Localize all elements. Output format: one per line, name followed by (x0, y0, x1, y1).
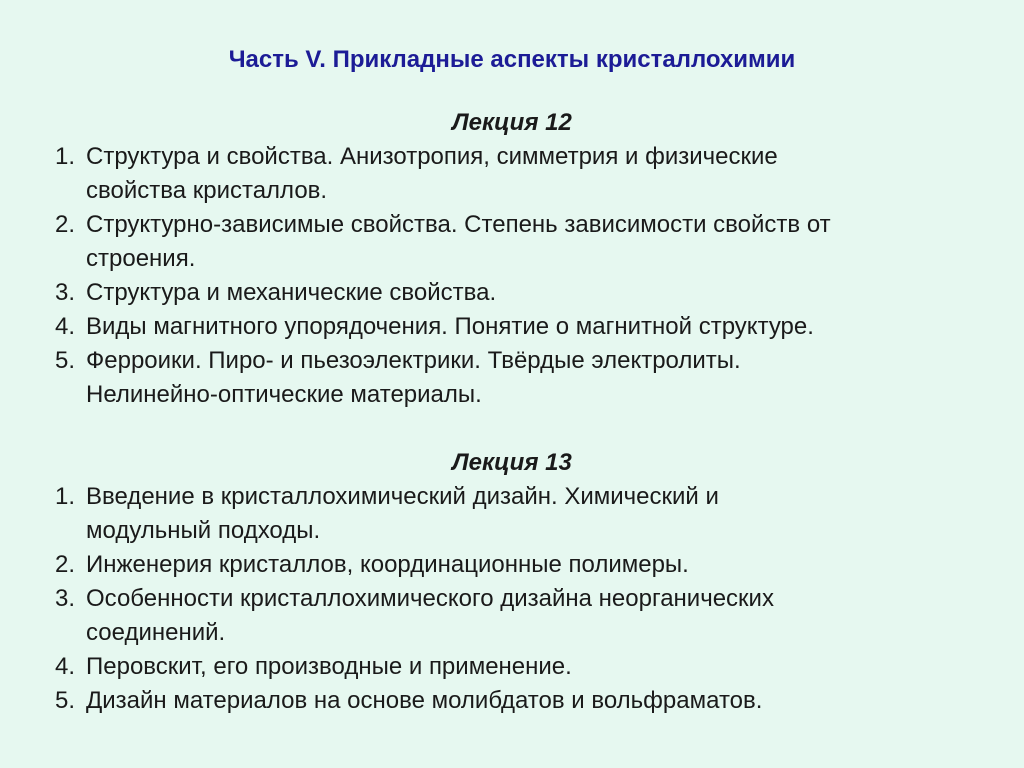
topic-list (0, 140, 1024, 412)
topic-number: 2. (55, 211, 76, 238)
topic-number: 1. (55, 483, 76, 510)
topic-text-line: Ферроики. Пиро- и пьезоэлектрики. Твёрдые электролиты. (86, 347, 741, 374)
topic-item (0, 140, 1024, 208)
topic-number: 5. (55, 687, 76, 714)
topic-number: 4. (55, 653, 76, 680)
topic-item (0, 650, 1024, 684)
topic-item (0, 208, 1024, 276)
topic-number: 3. (55, 585, 76, 612)
topic-text-line: Структура и свойства. Анизотропия, симметрия и физические (86, 143, 778, 170)
topic-text-line: Виды магнитного упорядочения. Понятие о магнитной структуре. (86, 313, 814, 340)
part-title: Часть V. Прикладные аспекты кристаллохимии (228, 46, 796, 73)
topic-text-line: Инженерия кристаллов, координационные полимеры. (86, 551, 689, 578)
topic-item (0, 582, 1024, 650)
topic-number: 5. (55, 347, 76, 374)
topic-text-line: Особенности кристаллохимического дизайна неорганических (86, 585, 774, 612)
topic-text-line: соединений. (86, 619, 226, 646)
topic-text-line: Нелинейно-оптические материалы. (86, 381, 482, 408)
topic-text-line: свойства кристаллов. (86, 177, 328, 204)
lecture-13-section (0, 446, 1024, 718)
topic-item (0, 548, 1024, 582)
topic-item (0, 276, 1024, 310)
topic-text-line: Перовскит, его производные и применение. (86, 653, 572, 680)
lecture-heading: Лекция 13 (452, 449, 572, 476)
topic-item (0, 684, 1024, 718)
topic-list (0, 480, 1024, 718)
topic-number: 3. (55, 279, 76, 306)
topic-text-line: Дизайн материалов на основе молибдатов и вольфраматов. (86, 687, 763, 714)
topic-number: 1. (55, 143, 76, 170)
lecture-12-section (0, 106, 1024, 412)
topic-number: 4. (55, 313, 76, 340)
topic-number: 2. (55, 551, 76, 578)
topic-item (0, 310, 1024, 344)
lecture-heading: Лекция 12 (452, 109, 572, 136)
topic-text-line: Структурно-зависимые свойства. Степень зависимости свойств от (86, 211, 831, 238)
topic-text-line: строения. (86, 245, 196, 272)
topic-item (0, 480, 1024, 548)
topic-text-line: Введение в кристаллохимический дизайн. Химический и (86, 483, 719, 510)
topic-item (0, 344, 1024, 412)
topic-text-line: Структура и механические свойства. (86, 279, 497, 306)
topic-text-line: модульный подходы. (86, 517, 321, 544)
